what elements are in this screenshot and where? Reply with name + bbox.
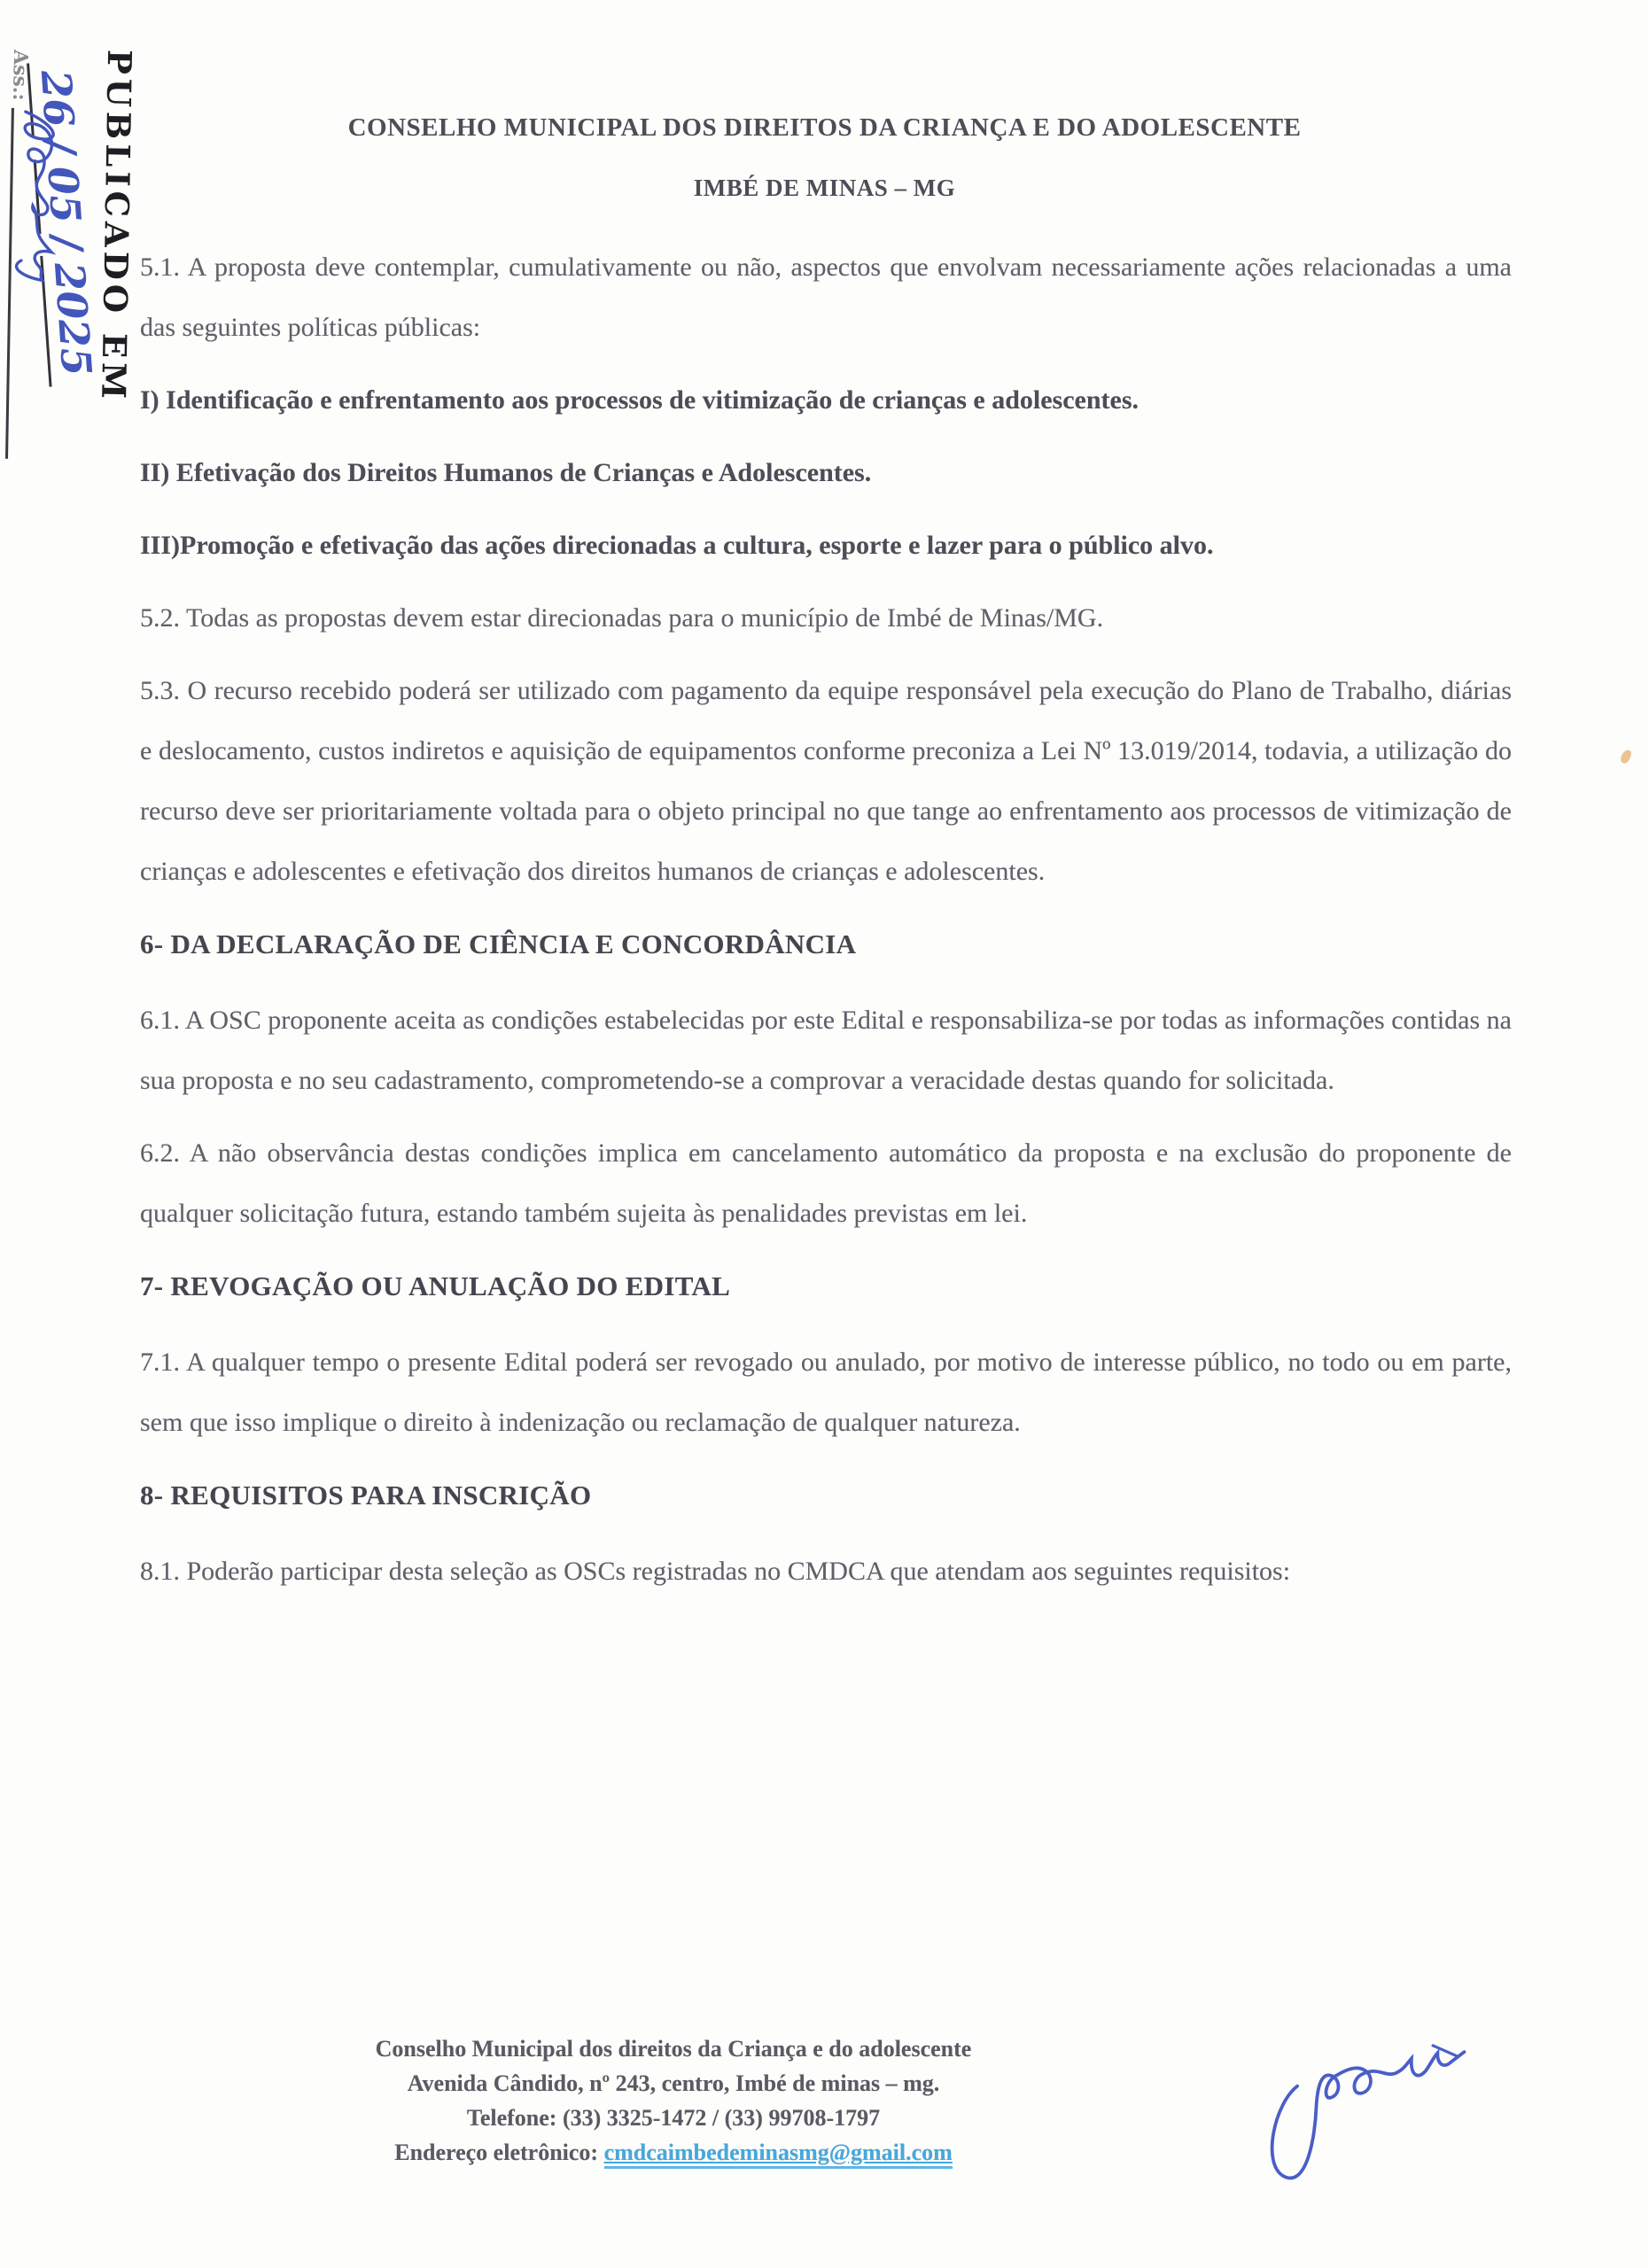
stamp-date-separator: / [36,137,86,156]
publication-stamp [0,48,139,467]
section-heading-7: 7- REVOGAÇÃO OU ANULAÇÃO DO EDITAL [140,1270,731,1301]
section-heading-8: 8- REQUISITOS PARA INSCRIÇÃO [140,1480,592,1511]
signature-ink [1239,2025,1523,2211]
stamp-date-day: 26 [27,59,84,137]
paragraph-5-3: 5.3. O recurso recebido poderá ser utilizado com pagamento da equipe responsável pela execução do Plano de Trabalho, diárias e deslocamento, custos indiretos e aquisição de equipamentos conforme preconiza a Lei Nº 13.019/2014, todavia, a utilização do recurso deve ser prioritariamente voltada para o objeto principal no que tange ao enfrentamento aos processos de vitimização de crianças e adolescentes e efetivação dos direitos humanos de crianças e adolescentes. [140,676,1512,886]
policy-item-1: I) Identificação e enfrentamento aos processos de vitimização de crianças e adolescentes. [140,385,1140,415]
footer-org-name: Conselho Municipal dos direitos da Criança e do adolescente [375,2036,972,2062]
footer-phone: Telefone: (33) 3325-1472 / (33) 99708-1797 [466,2105,881,2131]
stamp-date-year: 2025 [40,252,101,387]
policy-item-3: III)Promoção e efetivação das ações direcionadas a cultura, esporte e lazer para o público alvo. [140,531,1214,560]
footer-email-label: Endereço eletrônico: [394,2140,604,2165]
footer-email-link[interactable]: cmdcaimbedeminasmg@gmail.com [604,2140,953,2169]
scan-speck [1619,749,1632,765]
paragraph-5-2: 5.2. Todas as propostas devem estar direcionadas para o município de Imbé de Minas/MG. [140,603,1104,633]
paragraph-6-1: 6.1. A OSC proponente aceita as condições estabelecidas por este Edital e responsabiliza-se por todas as informações contidas na sua proposta e no seu cadastramento, comprometendo-se a comprovar a veracidade destas quando for solicitada. [140,1006,1512,1095]
stamp-date-separator: / [43,233,92,252]
paragraph-8-1: 8.1. Poderão participar desta seleção as OSCs registradas no CMDCA que atendam aos seguintes requisitos: [140,1557,1291,1586]
paragraph-5-1: 5.1. A proposta deve contemplar, cumulativamente ou não, aspectos que envolvam necessariamente ações relacionadas a uma das seguintes políticas públicas: [140,252,1512,342]
document-body [140,237,1512,1614]
footer-email-line [292,2135,1054,2170]
stamp-signature-row [2,50,32,464]
document-header [142,113,1507,202]
header-city: IMBÉ DE MINAS – MG [693,175,956,201]
document-footer [292,2031,1054,2170]
paragraph-7-1: 7.1. A qualquer tempo o presente Edital poderá ser revogado ou anulado, por motivo de interesse público, no todo ou em parte, sem que isso implique o direito à indenização ou reclamação de qualquer natureza. [140,1348,1512,1437]
stamp-date-month: 05 [34,156,91,234]
section-heading-6: 6- DA DECLARAÇÃO DE CIÊNCIA E CONCORDÂNCIA [140,928,857,959]
stamp-signature-ink [3,101,68,306]
policy-item-2: II) Efetivação dos Direitos Humanos de Crianças e Adolescentes. [140,458,872,487]
stamp-title: PUBLICADO EM [94,49,140,404]
footer-address: Avenida Cândido, nº 243, centro, Imbé de minas – mg. [407,2070,940,2096]
stamp-signature-label: Ass.: [8,49,33,101]
header-org-name: CONSELHO MUNICIPAL DOS DIREITOS DA CRIANÇA E DO ADOLESCENTE [347,113,1302,142]
paragraph-6-2: 6.2. A não observância destas condições implica em cancelamento automático da proposta e na exclusão do proponente de qualquer solicitação futura, estando também sujeita às penalidades previstas em lei. [140,1138,1512,1228]
